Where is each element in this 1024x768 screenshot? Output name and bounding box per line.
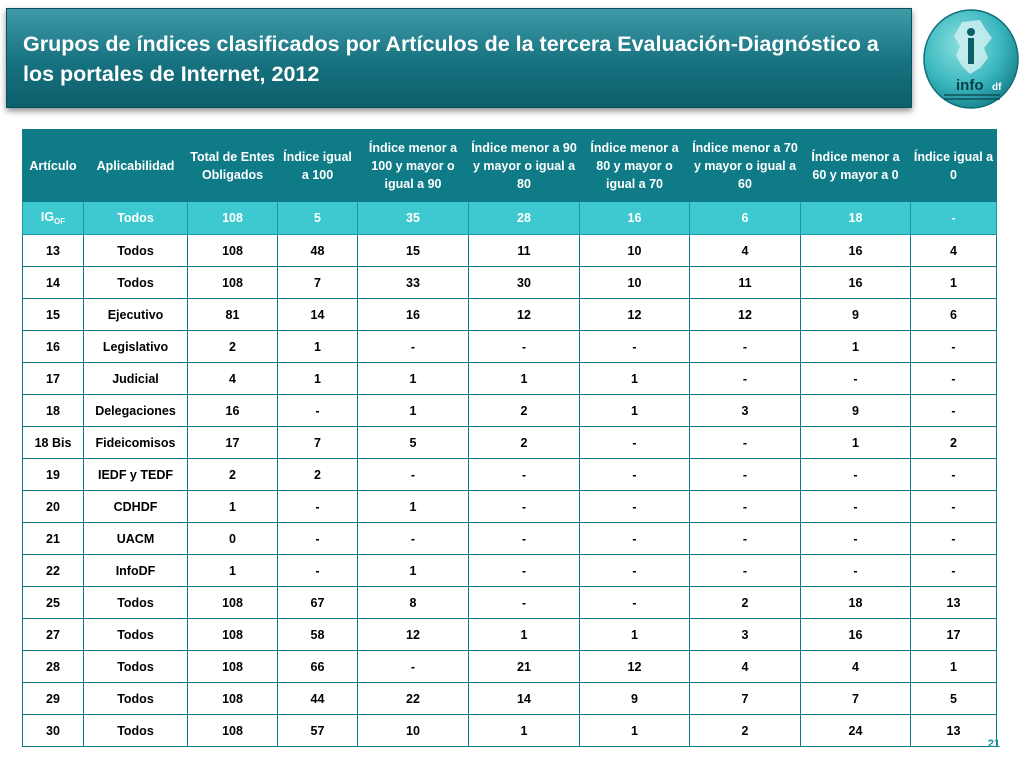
summary-cell: - [911,202,997,235]
col-header-total: Total de Entes Obligados [188,130,278,202]
table-cell: - [580,523,690,555]
table-cell: 14 [278,299,358,331]
table-cell: 33 [358,267,469,299]
table-cell: - [911,555,997,587]
table-cell: 7 [801,683,911,715]
table-cell: 2 [911,427,997,459]
table-row [23,491,997,523]
table-cell: 48 [278,235,358,267]
table-cell: 22 [358,683,469,715]
table-row [23,555,997,587]
table-cell: 108 [188,619,278,651]
table-cell: 9 [801,299,911,331]
table-cell: 21 [469,651,580,683]
table-cell: 13 [911,587,997,619]
table-cell: 2 [690,715,801,747]
logo-label: info [956,77,984,94]
table-cell: 4 [188,363,278,395]
table-cell: - [358,459,469,491]
summary-cell: 5 [278,202,358,235]
table-cell: - [690,427,801,459]
table-cell: IEDF y TEDF [84,459,188,491]
table-cell: - [911,395,997,427]
table-cell: 30 [469,267,580,299]
table-cell: 1 [358,491,469,523]
table-cell: InfoDF [84,555,188,587]
table-cell: 4 [801,651,911,683]
table-cell: 2 [188,459,278,491]
table-cell: 81 [188,299,278,331]
logo-suffix: df [992,82,1002,93]
summary-cell: 6 [690,202,801,235]
table-cell: 14 [23,267,84,299]
table-cell: - [690,523,801,555]
table-cell: 16 [358,299,469,331]
table-row [23,459,997,491]
table-row [23,651,997,683]
table-cell: 108 [188,267,278,299]
table-cell: 1 [469,619,580,651]
table-cell: 4 [690,235,801,267]
table-row [23,619,997,651]
table-cell: - [580,459,690,491]
table-cell: Todos [84,267,188,299]
summary-cell: Todos [84,202,188,235]
table-cell: 10 [580,267,690,299]
table-cell: 108 [188,683,278,715]
table-cell: 15 [23,299,84,331]
table-cell: 13 [23,235,84,267]
table-cell: - [278,523,358,555]
table-cell: - [690,555,801,587]
table-cell: 4 [911,235,997,267]
table-cell: - [911,491,997,523]
table-cell: 1 [278,331,358,363]
table-cell: 3 [690,619,801,651]
table-cell: 58 [278,619,358,651]
table-cell: 17 [23,363,84,395]
table-cell: - [690,459,801,491]
table-cell: - [278,555,358,587]
table-cell: Todos [84,651,188,683]
summary-cell: 16 [580,202,690,235]
table-cell: 21 [23,523,84,555]
page-number: 21 [987,738,1000,750]
table-cell: 1 [580,395,690,427]
table-cell: Judicial [84,363,188,395]
table-cell: 22 [23,555,84,587]
table-cell: Legislativo [84,331,188,363]
table-cell: 1 [188,491,278,523]
table-cell: 2 [690,587,801,619]
table-row [23,395,997,427]
table-cell: Fideicomisos [84,427,188,459]
table-cell: 4 [690,651,801,683]
col-header-articulo: Artículo [23,130,84,202]
table-cell: 18 [801,587,911,619]
table-cell: - [358,523,469,555]
table-cell: - [801,523,911,555]
table-cell: - [469,587,580,619]
table-cell: - [469,331,580,363]
table-cell: 0 [188,523,278,555]
table-cell: 25 [23,587,84,619]
table-cell: 2 [469,427,580,459]
table-cell: 1 [801,427,911,459]
table-cell: 67 [278,587,358,619]
table-cell: 17 [188,427,278,459]
table-cell: Ejecutivo [84,299,188,331]
table-cell: 44 [278,683,358,715]
table-cell: - [358,651,469,683]
table-cell: Todos [84,587,188,619]
table-cell: Todos [84,235,188,267]
table-cell: 12 [469,299,580,331]
table-row [23,363,997,395]
table-cell: - [911,331,997,363]
table-cell: 17 [911,619,997,651]
table-cell: - [801,491,911,523]
table-cell: - [358,331,469,363]
table-cell: 28 [23,651,84,683]
table-cell: - [580,427,690,459]
table-cell: - [278,395,358,427]
table-cell: 12 [580,651,690,683]
table-cell: 12 [580,299,690,331]
table-cell: 1 [188,555,278,587]
table-cell: 108 [188,715,278,747]
col-header-0-60: Índice menor a 60 y mayor a 0 [801,130,911,202]
table-cell: Todos [84,683,188,715]
indices-table [22,129,997,747]
table-cell: - [580,491,690,523]
table-cell: 11 [469,235,580,267]
table-cell: 2 [469,395,580,427]
col-header-igual-100: Índice igual a 100 [278,130,358,202]
table-cell: 1 [801,331,911,363]
table-cell: - [469,491,580,523]
table-cell: 16 [188,395,278,427]
summary-cell: 35 [358,202,469,235]
table-cell: 1 [358,363,469,395]
summary-cell: 108 [188,202,278,235]
table-cell: 1 [469,363,580,395]
table-cell: 15 [358,235,469,267]
table-cell: - [580,555,690,587]
table-row [23,683,997,715]
page-title: Grupos de índices clasificados por Artículos de la tercera Evaluación-Diagnóstico a los portales de Internet, 2012 [23,32,879,86]
table-cell: 7 [278,267,358,299]
col-header-90-100: Índice menor a 100 y mayor o igual a 90 [358,130,469,202]
table-cell: - [469,459,580,491]
table-cell: 11 [690,267,801,299]
table-cell: 8 [358,587,469,619]
table-cell: 19 [23,459,84,491]
table-cell: 2 [278,459,358,491]
table-cell: 57 [278,715,358,747]
table-cell: 7 [690,683,801,715]
summary-articulo-sub: OF [54,217,66,226]
table-row [23,331,997,363]
table-row [23,267,997,299]
summary-articulo [23,202,84,235]
table-cell: Todos [84,619,188,651]
table-row [23,235,997,267]
table-cell: - [801,459,911,491]
table-cell: - [469,523,580,555]
table-row [23,587,997,619]
table-cell: - [278,491,358,523]
table-cell: 20 [23,491,84,523]
table-cell: - [690,331,801,363]
table-cell: 9 [580,683,690,715]
table-cell: 66 [278,651,358,683]
table-cell: 16 [23,331,84,363]
table-cell: - [580,331,690,363]
table-row [23,427,997,459]
table-cell: 1 [358,555,469,587]
table-cell: UACM [84,523,188,555]
table-cell: 108 [188,587,278,619]
table-cell: 108 [188,235,278,267]
table-cell: - [801,363,911,395]
col-header-60-70: Índice menor a 70 y mayor o igual a 60 [690,130,801,202]
table-cell: 1 [469,715,580,747]
table-cell: 13 [911,715,997,747]
table-header-row [23,130,997,202]
table-cell: 9 [801,395,911,427]
table-cell: 12 [690,299,801,331]
table-cell: 18 Bis [23,427,84,459]
col-header-80-90: Índice menor a 90 y mayor o igual a 80 [469,130,580,202]
table-cell: - [911,363,997,395]
table-cell: 3 [690,395,801,427]
table-row [23,299,997,331]
table-cell: 10 [358,715,469,747]
table-row [23,523,997,555]
table-cell: 10 [580,235,690,267]
table-cell: 1 [911,651,997,683]
table-cell: 108 [188,651,278,683]
table-cell: 27 [23,619,84,651]
table-cell: 24 [801,715,911,747]
table-cell: - [469,555,580,587]
table-cell: 1 [580,715,690,747]
table-cell: 1 [278,363,358,395]
table-cell: 7 [278,427,358,459]
table-cell: 5 [358,427,469,459]
table-cell: 5 [911,683,997,715]
table-cell: - [911,523,997,555]
table-cell: Delegaciones [84,395,188,427]
summary-cell: 28 [469,202,580,235]
table-cell: 14 [469,683,580,715]
table-cell: - [690,363,801,395]
table-cell: 30 [23,715,84,747]
summary-articulo-label: IG [40,210,55,224]
table-cell: 16 [801,619,911,651]
table-cell: 16 [801,267,911,299]
table-cell: - [801,555,911,587]
table-row [23,715,997,747]
table-cell: 6 [911,299,997,331]
summary-row [23,202,997,235]
col-header-aplicabilidad: Aplicabilidad [84,130,188,202]
table-cell: 1 [911,267,997,299]
table-cell: - [911,459,997,491]
table-cell: 16 [801,235,911,267]
table-cell: - [690,491,801,523]
summary-cell: 18 [801,202,911,235]
table-cell: Todos [84,715,188,747]
table-cell: 2 [188,331,278,363]
table-cell: CDHDF [84,491,188,523]
col-header-70-80: Índice menor a 80 y mayor o igual a 70 [580,130,690,202]
table-cell: 1 [358,395,469,427]
table-cell: 1 [580,363,690,395]
col-header-igual-0: Índice igual a 0 [911,130,997,202]
table-cell: 29 [23,683,84,715]
table-cell: 12 [358,619,469,651]
title-banner [6,8,912,108]
table-cell: - [580,587,690,619]
table-cell: 18 [23,395,84,427]
table-cell: 1 [580,619,690,651]
infodf-logo-icon [922,8,1020,110]
